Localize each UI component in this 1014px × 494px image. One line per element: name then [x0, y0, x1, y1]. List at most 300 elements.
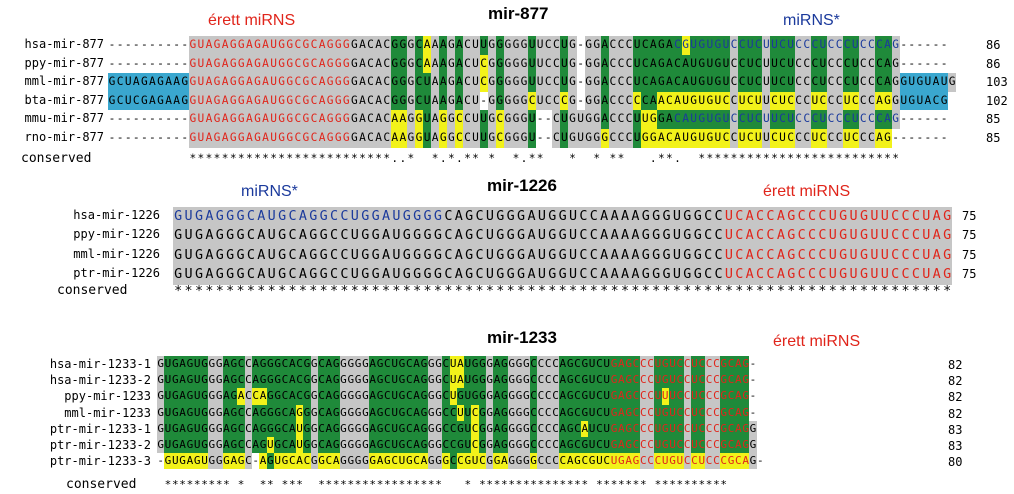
nucleotide: G — [140, 73, 148, 92]
nucleotide: G — [347, 372, 354, 388]
nucleotide: A — [358, 36, 366, 55]
nucleotide: U — [848, 265, 858, 284]
nucleotide: - — [132, 56, 140, 70]
conservation-mark: * — [205, 152, 213, 165]
nucleotide: G — [391, 36, 399, 55]
nucleotide: C — [530, 421, 537, 437]
nucleotide: C — [245, 453, 252, 469]
nucleotide: U — [267, 226, 277, 245]
nucleotide: A — [665, 110, 673, 129]
nucleotide: G — [742, 437, 749, 453]
nucleotide: G — [496, 92, 504, 111]
nucleotide: C — [698, 388, 705, 404]
nucleotide: U — [391, 246, 401, 265]
nucleotide: U — [164, 437, 171, 453]
nucleotide: A — [559, 356, 566, 372]
nucleotide: C — [552, 453, 559, 469]
nucleotide: G — [698, 73, 706, 92]
nucleotide: G — [488, 92, 496, 111]
nucleotide: G — [420, 405, 427, 421]
nucleotide: U — [754, 92, 762, 111]
nucleotide: G — [892, 92, 900, 111]
nucleotide: C — [640, 453, 647, 469]
nucleotide: A — [259, 388, 266, 404]
conservation-mark: * — [278, 284, 287, 299]
nucleotide: A — [252, 405, 259, 421]
nucleotide: G — [347, 437, 354, 453]
nucleotide: A — [261, 110, 269, 129]
nucleotide: G — [508, 356, 515, 372]
conservation-mark: * — [359, 152, 366, 165]
conservation-mark: * — [666, 152, 673, 165]
conservation-mark: * — [464, 152, 471, 165]
nucleotide: C — [817, 207, 827, 226]
nucleotide: G — [274, 356, 281, 372]
nucleotide: A — [735, 356, 742, 372]
nucleotide: G — [496, 36, 504, 55]
conservation-mark — [690, 152, 698, 165]
nucleotide: G — [225, 207, 235, 226]
nucleotide: G — [208, 421, 215, 437]
nucleotide: A — [601, 92, 609, 111]
nucleotide: G — [157, 437, 164, 453]
nucleotide: A — [204, 265, 214, 284]
nucleotide: G — [412, 226, 422, 245]
nucleotide: A — [559, 437, 566, 453]
nucleotide: C — [673, 110, 681, 129]
nucleotide: G — [318, 246, 328, 265]
nucleotide: G — [422, 207, 432, 226]
nucleotide: C — [641, 73, 649, 92]
nucleotide: G — [326, 55, 334, 74]
nucleotide: G — [398, 356, 405, 372]
nucleotide: A — [173, 73, 181, 92]
nucleotide: U — [124, 73, 132, 92]
conservation-mark: * — [552, 478, 559, 491]
conservation-mark: * — [884, 152, 891, 165]
nucleotide: G — [641, 207, 651, 226]
nucleotide: C — [552, 388, 559, 404]
nucleotide: C — [545, 437, 552, 453]
nucleotide: C — [281, 405, 288, 421]
nucleotide: G — [942, 226, 952, 245]
nucleotide: C — [391, 453, 398, 469]
nucleotide: C — [900, 226, 910, 245]
nucleotide: G — [334, 92, 342, 111]
nucleotide: A — [318, 110, 326, 129]
nucleotide: G — [277, 226, 287, 245]
nucleotide: - — [140, 38, 148, 51]
nucleotide: U — [851, 110, 859, 129]
nucleotide: G — [303, 437, 310, 453]
nucleotide: G — [749, 421, 756, 437]
nucleotide: C — [406, 437, 413, 453]
conservation-mark: * — [237, 152, 245, 165]
nucleotide: C — [713, 356, 720, 372]
nucleotide: - — [749, 373, 757, 387]
nucleotide: U — [880, 207, 890, 226]
nucleotide: C — [705, 405, 712, 421]
nucleotide: C — [817, 265, 827, 284]
nucleotide: G — [428, 421, 435, 437]
nucleotide: A — [256, 246, 266, 265]
nucleotide: A — [454, 207, 464, 226]
nucleotide: A — [289, 405, 296, 421]
nucleotide: U — [197, 73, 205, 92]
conservation-mark — [132, 152, 140, 165]
nucleotide: C — [245, 388, 252, 404]
nucleotide: C — [367, 55, 375, 74]
nucleotide: G — [682, 207, 692, 226]
nucleotide: C — [851, 92, 859, 111]
nucleotide: C — [617, 73, 625, 92]
nucleotide: C — [406, 388, 413, 404]
nucleotide: A — [223, 356, 230, 372]
nucleotide: G — [714, 36, 722, 55]
nucleotide: C — [471, 421, 478, 437]
nucleotide: A — [431, 92, 439, 111]
nucleotide: U — [577, 129, 585, 148]
nucleotide: G — [690, 92, 698, 111]
nucleotide: C — [294, 92, 302, 111]
nucleotide: C — [713, 453, 720, 469]
nucleotide: A — [682, 55, 690, 74]
nucleotide: C — [911, 265, 921, 284]
nucleotide: C — [545, 388, 552, 404]
nucleotide: A — [179, 372, 186, 388]
nucleotide: C — [647, 421, 654, 437]
nucleotide: U — [528, 129, 536, 148]
nucleotide: C — [835, 36, 843, 55]
nucleotide: C — [463, 36, 471, 55]
nucleotide: G — [334, 110, 342, 129]
nucleotide: C — [609, 110, 617, 129]
aligned-sequence — [157, 372, 757, 388]
nucleotide: G — [354, 453, 361, 469]
nucleotide: C — [581, 453, 588, 469]
nucleotide: G — [428, 372, 435, 388]
nucleotide: C — [819, 92, 827, 111]
conservation-mark: * — [522, 478, 530, 491]
nucleotide: A — [567, 453, 574, 469]
nucleotide: G — [625, 388, 632, 404]
conservation-mark: * — [205, 284, 214, 299]
aligned-sequence — [108, 92, 948, 111]
nucleotide: C — [537, 405, 544, 421]
nucleotide: C — [720, 453, 727, 469]
nucleotide: U — [848, 207, 858, 226]
nucleotide: U — [560, 55, 568, 74]
nucleotide: C — [367, 73, 375, 92]
nucleotide: - — [756, 454, 764, 468]
nucleotide: U — [900, 92, 908, 111]
nucleotide: G — [593, 36, 601, 55]
nucleotide: G — [435, 388, 442, 404]
conservation-mark: * — [631, 284, 640, 299]
nucleotide: G — [661, 226, 671, 245]
nucleotide: C — [545, 453, 552, 469]
nucleotide: G — [618, 453, 625, 469]
nucleotide: G — [281, 453, 288, 469]
nucleotide: A — [205, 92, 213, 111]
nucleotide: C — [727, 405, 734, 421]
nucleotide: C — [727, 437, 734, 453]
nucleotide: A — [665, 55, 673, 74]
nucleotide: G — [201, 421, 208, 437]
nucleotide: A — [776, 265, 786, 284]
nucleotide: A — [325, 421, 332, 437]
nucleotide: A — [625, 453, 632, 469]
nucleotide: G — [347, 453, 354, 469]
sequence-label: hsa-mir-877 — [24, 37, 104, 51]
nucleotide: A — [454, 226, 464, 245]
conservation-mark: * — [537, 284, 546, 299]
nucleotide: G — [838, 246, 848, 265]
nucleotide: G — [407, 36, 415, 55]
conservation-mark: * — [465, 284, 474, 299]
nucleotide: A — [375, 55, 383, 74]
nucleotide: G — [523, 437, 530, 453]
nucleotide: G — [213, 73, 221, 92]
nucleotide: - — [932, 56, 940, 70]
nucleotide: G — [464, 246, 474, 265]
nucleotide: U — [633, 55, 641, 74]
nucleotide: C — [730, 36, 738, 55]
conservation-mark — [625, 152, 633, 165]
nucleotide: G — [625, 421, 632, 437]
nucleotide: G — [657, 73, 665, 92]
conservation-mark — [274, 478, 281, 491]
nucleotide: A — [245, 55, 253, 74]
nucleotide: G — [108, 92, 116, 111]
nucleotide: U — [787, 36, 795, 55]
conservation-mark: * — [811, 152, 819, 165]
nucleotide: G — [610, 388, 617, 404]
conservation-mark — [156, 152, 164, 165]
nucleotide: A — [423, 55, 431, 74]
nucleotide: G — [486, 388, 493, 404]
aligned-sequence — [173, 207, 952, 226]
nucleotide: G — [742, 372, 749, 388]
conservation-mark: * — [371, 284, 380, 299]
nucleotide: G — [326, 73, 334, 92]
conservation-mark: * — [839, 284, 848, 299]
nucleotide: G — [786, 226, 796, 245]
nucleotide: G — [892, 73, 900, 92]
nucleotide: G — [370, 265, 380, 284]
conservation-mark: * — [530, 478, 537, 491]
nucleotide: A — [369, 388, 376, 404]
nucleotide: G — [334, 129, 342, 148]
nucleotide: A — [358, 129, 366, 148]
nucleotide: G — [682, 36, 690, 55]
nucleotide: G — [173, 265, 183, 284]
conservation-mark: * — [698, 478, 706, 491]
nucleotide: A — [601, 55, 609, 74]
nucleotide: U — [464, 372, 471, 388]
nucleotide: C — [932, 92, 940, 111]
nucleotide: G — [435, 437, 442, 453]
nucleotide: C — [843, 73, 851, 92]
nucleotide: C — [603, 453, 610, 469]
nucleotide: G — [435, 356, 442, 372]
conservation-mark: * — [423, 284, 432, 299]
nucleotide: G — [194, 453, 201, 469]
nucleotide: C — [640, 356, 647, 372]
nucleotide: G — [340, 372, 347, 388]
nucleotide: C — [633, 92, 641, 111]
nucleotide: G — [362, 437, 369, 453]
nucleotide: C — [281, 372, 288, 388]
nucleotide: U — [201, 453, 208, 469]
conservation-mark: * — [391, 478, 398, 491]
nucleotide: G — [302, 73, 310, 92]
nucleotide: C — [552, 92, 560, 111]
conservation-mark: * — [876, 152, 883, 165]
nucleotide: G — [495, 246, 505, 265]
nucleotide: - — [108, 56, 116, 70]
nucleotide: C — [530, 388, 537, 404]
nucleotide: C — [778, 73, 786, 92]
nucleotide: U — [472, 129, 480, 148]
nucleotide: C — [803, 73, 811, 92]
conservation-mark: * — [296, 478, 303, 491]
nucleotide: A — [369, 437, 376, 453]
nucleotide: A — [381, 226, 391, 245]
nucleotide: U — [851, 55, 859, 74]
nucleotide: G — [661, 246, 671, 265]
nucleotide: A — [325, 437, 332, 453]
nucleotide: A — [205, 36, 213, 55]
nucleotide: C — [545, 356, 552, 372]
nucleotide: G — [164, 453, 171, 469]
conservation-mark: . — [520, 152, 528, 165]
nucleotide: A — [630, 265, 640, 284]
nucleotide: A — [245, 92, 253, 111]
nucleotide: G — [350, 73, 358, 92]
nucleotide: A — [252, 372, 259, 388]
nucleotide: G — [486, 421, 493, 437]
nucleotide: U — [724, 226, 734, 245]
conservation-mark: * — [610, 478, 618, 491]
nucleotide: C — [296, 372, 303, 388]
conservation-mark — [124, 152, 132, 165]
nucleotide: G — [237, 36, 245, 55]
nucleotide: G — [391, 55, 399, 74]
nucleotide: C — [698, 372, 705, 388]
nucleotide: G — [447, 36, 455, 55]
nucleotide: C — [765, 207, 775, 226]
mirna-star-annotation: miRNS* — [241, 183, 298, 200]
nucleotide: U — [676, 453, 683, 469]
nucleotide: G — [186, 372, 193, 388]
nucleotide: G — [186, 421, 193, 437]
nucleotide: G — [235, 226, 245, 245]
nucleotide: A — [289, 437, 296, 453]
nucleotide: A — [618, 421, 625, 437]
nucleotide: G — [585, 92, 593, 111]
nucleotide: C — [310, 110, 318, 129]
nucleotide: G — [267, 356, 274, 372]
nucleotide: C — [318, 356, 325, 372]
nucleotide: U — [672, 207, 682, 226]
nucleotide: G — [625, 356, 632, 372]
nucleotide: G — [333, 405, 340, 421]
conservation-mark: * — [223, 478, 230, 491]
nucleotide: G — [742, 356, 749, 372]
nucleotide: G — [274, 388, 281, 404]
nucleotide: G — [303, 388, 310, 404]
conservation-mark: * — [548, 284, 557, 299]
nucleotide: C — [545, 421, 552, 437]
nucleotide: U — [654, 421, 661, 437]
nucleotide: G — [370, 207, 380, 226]
nucleotide: C — [703, 226, 713, 245]
nucleotide: - — [132, 131, 140, 144]
nucleotide: C — [463, 73, 471, 92]
nucleotide: G — [464, 265, 474, 284]
conservation-mark: * — [447, 152, 455, 165]
nucleotide: - — [157, 56, 164, 70]
nucleotide: U — [472, 92, 480, 111]
nucleotide: A — [601, 110, 609, 129]
nucleotide: U — [880, 226, 890, 245]
nucleotide: G — [229, 73, 237, 92]
conservation-mark: * — [384, 478, 391, 491]
nucleotide: G — [326, 36, 334, 55]
conservation-mark — [641, 152, 649, 165]
nucleotide: G — [216, 437, 223, 453]
nucleotide: A — [599, 265, 609, 284]
nucleotide: U — [921, 207, 931, 226]
nucleotide: U — [682, 92, 690, 111]
conservation-mark: * — [527, 284, 536, 299]
conservation-mark: * — [797, 284, 806, 299]
nucleotide: G — [402, 246, 412, 265]
nucleotide: U — [787, 73, 795, 92]
conservation-mark: * — [738, 152, 746, 165]
nucleotide: - — [544, 112, 552, 126]
nucleotide: A — [884, 110, 892, 129]
nucleotide: C — [698, 405, 705, 421]
nucleotide: G — [208, 453, 215, 469]
nucleotide: C — [843, 110, 851, 129]
nucleotide: U — [560, 36, 568, 55]
nucleotide: U — [450, 372, 457, 388]
nucleotide: A — [375, 36, 383, 55]
conservation-mark: * — [698, 152, 706, 165]
nucleotide: G — [859, 246, 869, 265]
nucleotide: A — [369, 405, 376, 421]
nucleotide: U — [762, 92, 770, 111]
nucleotide: G — [838, 265, 848, 284]
nucleotide: G — [428, 453, 435, 469]
conservation-mark: * — [596, 478, 603, 491]
nucleotide: C — [589, 246, 599, 265]
nucleotide: G — [488, 129, 496, 148]
nucleotide: G — [189, 73, 197, 92]
nucleotide: C — [676, 372, 683, 388]
nucleotide: U — [908, 73, 916, 92]
nucleotide: C — [827, 110, 835, 129]
nucleotide: U — [787, 110, 795, 129]
nucleotide: G — [520, 110, 528, 129]
nucleotide: G — [523, 388, 530, 404]
nucleotide: U — [485, 207, 495, 226]
nucleotide: C — [617, 92, 625, 111]
nucleotide: C — [384, 421, 391, 437]
conservation-mark: * — [593, 152, 601, 165]
